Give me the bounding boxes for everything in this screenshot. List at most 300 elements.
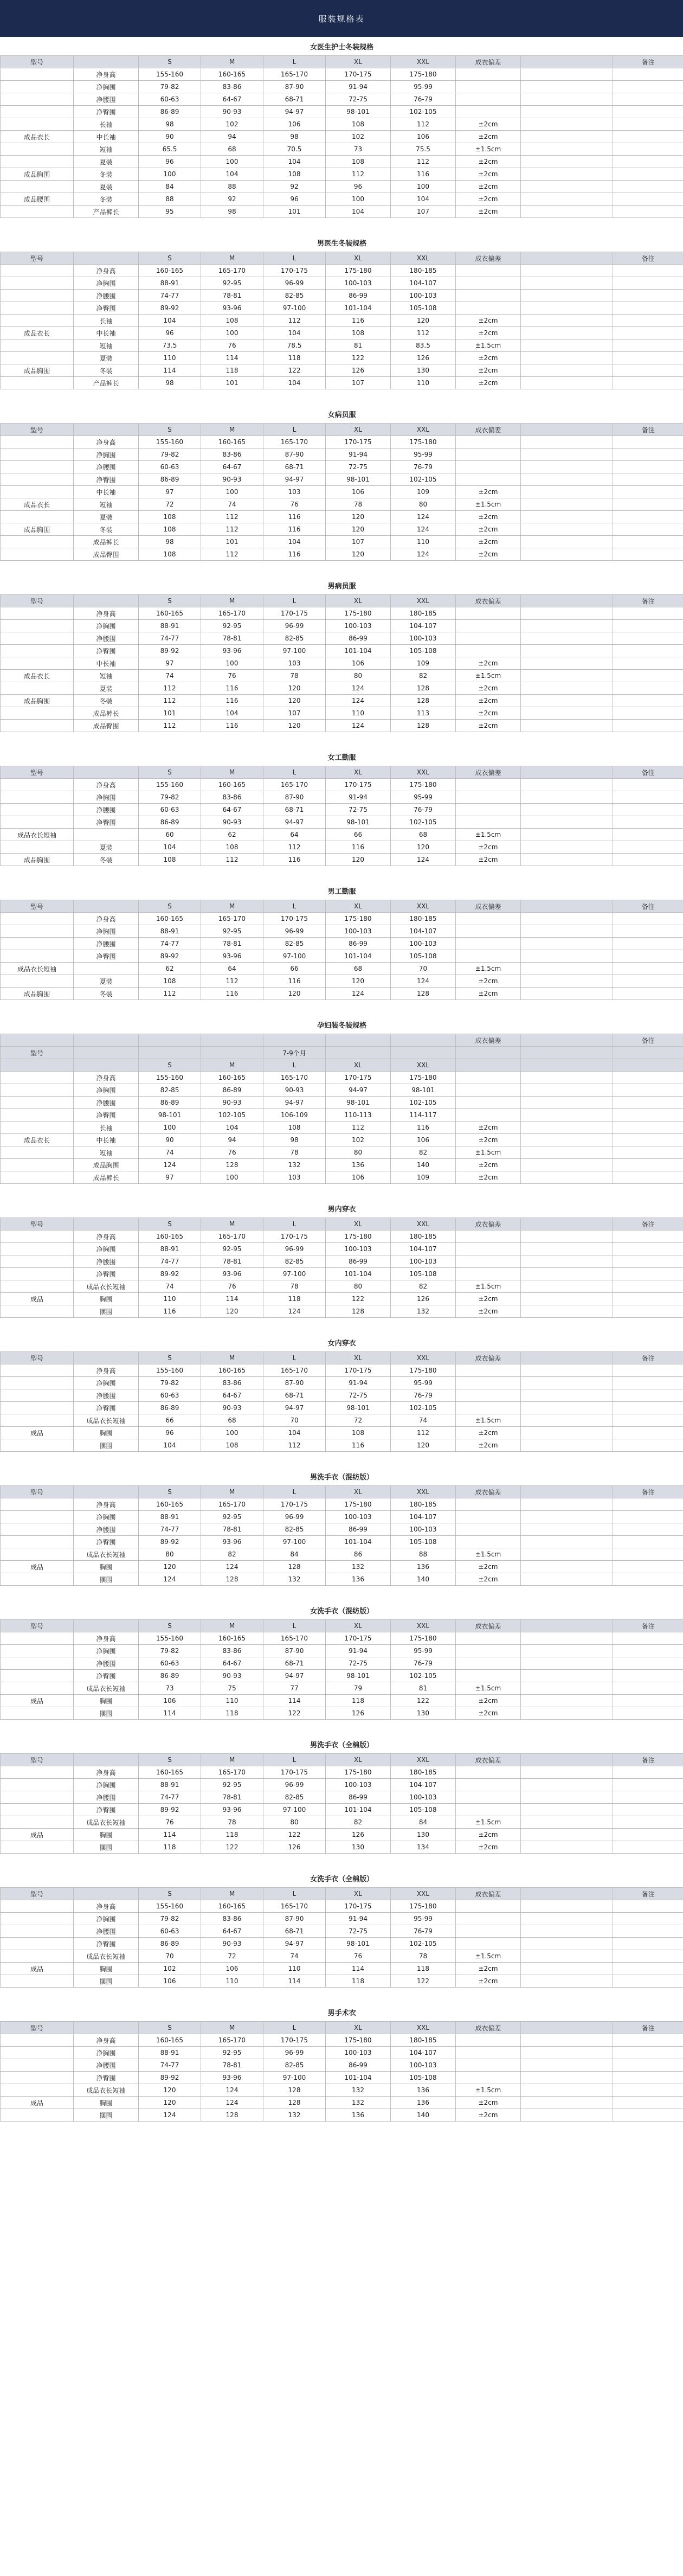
table-cell: 100-103 [391,290,456,302]
table-row [1,486,683,498]
header-cell: 型号 [1,424,74,436]
table-cell: 88-91 [139,1779,201,1791]
table-row [1,1122,683,1134]
table-cell [613,938,683,950]
table-row [1,1670,683,1682]
table-cell [613,2072,683,2084]
table-cell: 92-95 [201,2047,263,2059]
table-cell: 104 [201,707,263,720]
table-cell: 109 [391,657,456,670]
table-cell: 175-180 [326,607,391,620]
table-cell [613,829,683,841]
table-header-row [1,252,683,265]
table-cell [613,695,683,707]
table-cell [521,436,613,448]
table-row [1,670,683,682]
table-cell: 108 [263,168,326,181]
table-cell [613,1975,683,1988]
header-cell: 成衣偏差 [456,1888,521,1900]
table-cell: 83.5 [391,339,456,352]
table-row [1,1097,683,1109]
table-cell: 124 [201,1561,263,1573]
table-cell: 160-165 [139,607,201,620]
table-cell: 160-165 [201,68,263,81]
table-cell: 100 [391,181,456,193]
header-cell: L [263,1218,326,1231]
table-cell: ±2cm [456,1975,521,1988]
table-cell [1,1632,74,1645]
table-cell: 122 [263,1829,326,1841]
table-cell: 74-77 [139,290,201,302]
table-row [1,975,683,988]
table-cell: 175-180 [391,1632,456,1645]
table-row [1,265,683,277]
table-cell: 净身高 [74,68,139,81]
table-cell [613,2034,683,2047]
table-cell [521,779,613,791]
table-cell: 73.5 [139,339,201,352]
table-cell: 中长袖 [74,1134,139,1146]
header-cell: 型号 [1,1754,74,1766]
table-cell: 170-175 [263,2034,326,2047]
table-cell [613,1816,683,1829]
table-cell [456,1364,521,1377]
table-cell: 86-89 [201,1084,263,1097]
section-spacer [1,1000,683,1016]
table-cell: 净臀围 [74,106,139,118]
table-cell: ±2cm [456,988,521,1000]
table-cell [521,93,613,106]
table-cell [613,1402,683,1414]
table-cell: ±2cm [456,682,521,695]
table-cell [613,1561,683,1573]
header-cell: 型号 [1,56,74,68]
table-cell: 120 [326,523,391,536]
table-row [1,436,683,448]
table-cell [613,1841,683,1854]
table-cell: 夏装 [74,841,139,854]
table-cell: 128 [263,1561,326,1573]
table-cell: 净腰围 [74,290,139,302]
table-cell [1,81,74,93]
table-cell [613,670,683,682]
table-cell: 88-91 [139,1243,201,1255]
table-cell: 净臀围 [74,816,139,829]
header-cell: XL [326,1620,391,1632]
table-cell: 120 [139,2084,201,2097]
table-cell: 86-99 [326,1791,391,1804]
table-cell: 摆围 [74,2109,139,2122]
table-cell: 短袖 [74,670,139,682]
table-cell: 132 [263,1573,326,1586]
table-row [1,913,683,925]
table-cell: 成品衣长短袖 [74,1950,139,1963]
table-cell [1,1159,74,1171]
table-cell [613,81,683,93]
table-cell [456,1511,521,1523]
table-cell: 94-97 [263,473,326,486]
table-row [1,1364,683,1377]
table-cell [1,1402,74,1414]
section-spacer [1,1184,683,1200]
table-cell: 净身高 [74,1364,139,1377]
table-cell [613,645,683,657]
table-cell: 87-90 [263,448,326,461]
table-row [1,1791,683,1804]
table-cell [521,670,613,682]
table-cell [521,277,613,290]
table-cell [521,988,613,1000]
table-cell: 86-89 [139,1670,201,1682]
table-cell [1,1950,74,1963]
table-row [1,938,683,950]
table-header-row [1,2022,683,2034]
table-cell [1,1536,74,1548]
table-cell: ±1.5cm [456,829,521,841]
table-cell [613,804,683,816]
table-cell [1,206,74,218]
header-cell: XL [326,595,391,607]
table-cell [521,1243,613,1255]
table-row [1,327,683,339]
table-cell [613,1536,683,1548]
table-cell [521,448,613,461]
table-cell: 100-103 [391,2059,456,2072]
table-cell: ±1.5cm [456,143,521,156]
table-cell [456,925,521,938]
table-cell: 净身高 [74,1072,139,1084]
header-cell [74,1034,139,1047]
table-cell [456,1268,521,1280]
table-cell: 102 [326,1134,391,1146]
table-row [1,1389,683,1402]
table-cell: 82-85 [139,1084,201,1097]
table-cell: 175-180 [326,1231,391,1243]
table-cell: 155-160 [139,1632,201,1645]
table-cell: ±2cm [456,315,521,327]
table-cell: 72-75 [326,93,391,106]
table-cell: 132 [326,2084,391,2097]
table-row [1,963,683,975]
table-cell [1,277,74,290]
table-cell: 净身高 [74,436,139,448]
table-cell [456,473,521,486]
table-row [1,925,683,938]
table-cell: 160-165 [201,1364,263,1377]
table-row [1,607,683,620]
table-cell: 108 [139,854,201,866]
table-cell: 90-93 [201,1402,263,1414]
table-cell: 108 [201,841,263,854]
spacer-cell [1,2122,683,2137]
table-cell [1,1573,74,1586]
table-cell: 120 [391,1439,456,1452]
table-cell [521,1779,613,1791]
header-cell: S [139,1888,201,1900]
table-cell: ±1.5cm [456,963,521,975]
table-cell: 胸围 [74,1561,139,1573]
header-cell: XL [326,1352,391,1364]
table-cell: 124 [391,511,456,523]
table-cell [613,1280,683,1293]
table-cell: 160-165 [139,1231,201,1243]
table-row [1,2047,683,2059]
table-cell [613,620,683,632]
table-cell [521,1841,613,1854]
table-row [1,1377,683,1389]
table-cell [613,720,683,732]
table-row [1,1414,683,1427]
table-cell [1,1171,74,1184]
table-cell: 106 [139,1695,201,1707]
table-row [1,1159,683,1171]
table-cell: 120 [139,2097,201,2109]
table-header-row [1,1059,683,1072]
table-row [1,632,683,645]
table-cell [1,143,74,156]
table-row [1,1523,683,1536]
table-cell [613,1293,683,1305]
table-cell [521,523,613,536]
table-cell: 100-103 [391,938,456,950]
table-cell [521,804,613,816]
table-cell: 95-99 [391,81,456,93]
table-cell [613,473,683,486]
table-cell [613,143,683,156]
table-cell: ±1.5cm [456,1548,521,1561]
table-cell: 88-91 [139,620,201,632]
table-cell: 82 [391,1280,456,1293]
table-cell: 122 [391,1695,456,1707]
table-cell [613,963,683,975]
table-cell [1,1670,74,1682]
table-cell: 86-89 [139,1402,201,1414]
table-cell: 180-185 [391,1766,456,1779]
table-cell [456,950,521,963]
table-cell: 净腰围 [74,1255,139,1268]
table-cell [1,1389,74,1402]
table-cell: 92-95 [201,1779,263,1791]
table-cell: 长袖 [74,118,139,131]
table-cell [456,302,521,315]
table-cell: 摆围 [74,1573,139,1586]
table-row [1,1829,683,1841]
table-cell: 74 [201,498,263,511]
table-cell [613,2109,683,2122]
table-cell: 113 [391,707,456,720]
table-cell: 78-81 [201,1523,263,1536]
header-cell: L [263,900,326,913]
table-cell: 成品衣长 [1,327,74,339]
table-cell: 87-90 [263,1913,326,1925]
table-cell: ±2cm [456,707,521,720]
table-cell: 165-170 [201,913,263,925]
table-cell: 90-93 [201,473,263,486]
table-cell: 83-86 [201,81,263,93]
table-cell: 84 [139,181,201,193]
table-row [1,277,683,290]
header-cell: XL [326,2022,391,2034]
table-cell [1,181,74,193]
table-cell: 118 [326,1975,391,1988]
table-cell [1,804,74,816]
table-header-row [1,766,683,779]
table-row [1,315,683,327]
table-cell: 净臀围 [74,473,139,486]
table-cell: 96-99 [263,620,326,632]
table-cell [456,1925,521,1938]
table-row [1,988,683,1000]
table-cell: 170-175 [326,1900,391,1913]
table-cell: 净胸围 [74,791,139,804]
header-cell [74,1888,139,1900]
table-row [1,523,683,536]
table-cell: 130 [391,364,456,377]
table-cell: 净胸围 [74,448,139,461]
table-cell [613,841,683,854]
header-cell: XXL [391,1486,456,1498]
table-cell: 冬装 [74,193,139,206]
table-cell: 60-63 [139,1657,201,1670]
table-cell: 净胸围 [74,1779,139,1791]
table-cell: 110-113 [326,1109,391,1122]
table-cell: 83-86 [201,1913,263,1925]
table-cell: 110 [391,536,456,548]
table-cell: 摆围 [74,1975,139,1988]
table-cell: 112 [139,695,201,707]
table-cell: 103 [263,657,326,670]
table-cell [521,473,613,486]
table-cell [521,1632,613,1645]
table-cell: 成品臀围 [74,720,139,732]
table-cell: 170-175 [326,1632,391,1645]
table-cell [1,1766,74,1779]
table-cell [613,1414,683,1427]
table-cell: 76 [201,670,263,682]
table-cell: 68 [201,143,263,156]
table-cell: 64-67 [201,804,263,816]
table-cell: 102-105 [391,816,456,829]
table-cell: 104-107 [391,1243,456,1255]
table-cell [521,1682,613,1695]
table-cell [521,106,613,118]
section-title-row [1,576,683,595]
table-cell [521,2034,613,2047]
table-cell [613,1938,683,1950]
table-cell: 112 [326,168,391,181]
table-cell [521,1975,613,1988]
table-cell: 160-165 [139,913,201,925]
table-cell: 87-90 [263,1645,326,1657]
table-cell [1,632,74,645]
header-cell: XL [326,766,391,779]
table-cell [1,1072,74,1084]
table-cell [456,1097,521,1109]
table-cell: 76 [326,1950,391,1963]
table-cell [521,377,613,389]
table-cell [521,1963,613,1975]
table-cell: 97 [139,486,201,498]
header-cell [391,1047,456,1059]
table-cell [1,2047,74,2059]
table-cell [521,720,613,732]
table-cell: 124 [139,1573,201,1586]
table-cell: 100 [201,327,263,339]
table-cell: 93-96 [201,645,263,657]
table-cell [456,1536,521,1548]
table-cell: 成品 [1,1561,74,1573]
table-cell [456,1523,521,1536]
table-cell [1,2072,74,2084]
table-cell [521,1536,613,1548]
header-cell: M [201,1754,263,1766]
table-cell [613,791,683,804]
table-cell: 96 [263,193,326,206]
table-cell: 86-99 [326,1523,391,1536]
table-cell: 108 [139,975,201,988]
table-cell: 净臀围 [74,950,139,963]
table-cell: 91-94 [326,1377,391,1389]
table-cell: 120 [263,695,326,707]
table-cell [521,156,613,168]
table-cell: 180-185 [391,2034,456,2047]
table-cell [521,1523,613,1536]
table-cell: 106 [263,118,326,131]
table-cell: 100-103 [391,1791,456,1804]
table-row [1,620,683,632]
header-cell [521,56,613,68]
table-cell: 128 [201,1573,263,1586]
table-cell [456,2047,521,2059]
table-cell: 成品胸围 [1,854,74,866]
table-cell: 107 [326,377,391,389]
table-cell: 101-104 [326,950,391,963]
table-cell [613,1122,683,1134]
table-cell: 80 [326,670,391,682]
table-cell: 118 [201,364,263,377]
table-cell: 成品衣长短袖 [74,2084,139,2097]
table-cell [1,436,74,448]
table-row [1,461,683,473]
table-row [1,2034,683,2047]
table-cell [521,1511,613,1523]
table-row [1,68,683,81]
table-cell: 165-170 [263,1072,326,1084]
header-cell: M [201,1352,263,1364]
table-cell [521,1645,613,1657]
table-cell: 170-175 [326,1364,391,1377]
table-cell: 112 [201,511,263,523]
table-row [1,779,683,791]
table-cell: 106-109 [263,1109,326,1122]
table-cell: 160-165 [201,779,263,791]
spacer-cell [1,1988,683,2003]
table-cell: 136 [391,2097,456,2109]
table-cell [613,1255,683,1268]
table-cell: 108 [326,118,391,131]
table-cell: 净腰围 [74,1925,139,1938]
table-row [1,657,683,670]
table-cell [1,816,74,829]
table-cell: 88 [201,181,263,193]
table-cell: 60-63 [139,461,201,473]
table-cell: 68-71 [263,1925,326,1938]
table-row [1,1645,683,1657]
table-cell [1,1816,74,1829]
table-cell: ±1.5cm [456,1950,521,1963]
table-cell: 净臀围 [74,1670,139,1682]
table-cell: 70 [391,963,456,975]
